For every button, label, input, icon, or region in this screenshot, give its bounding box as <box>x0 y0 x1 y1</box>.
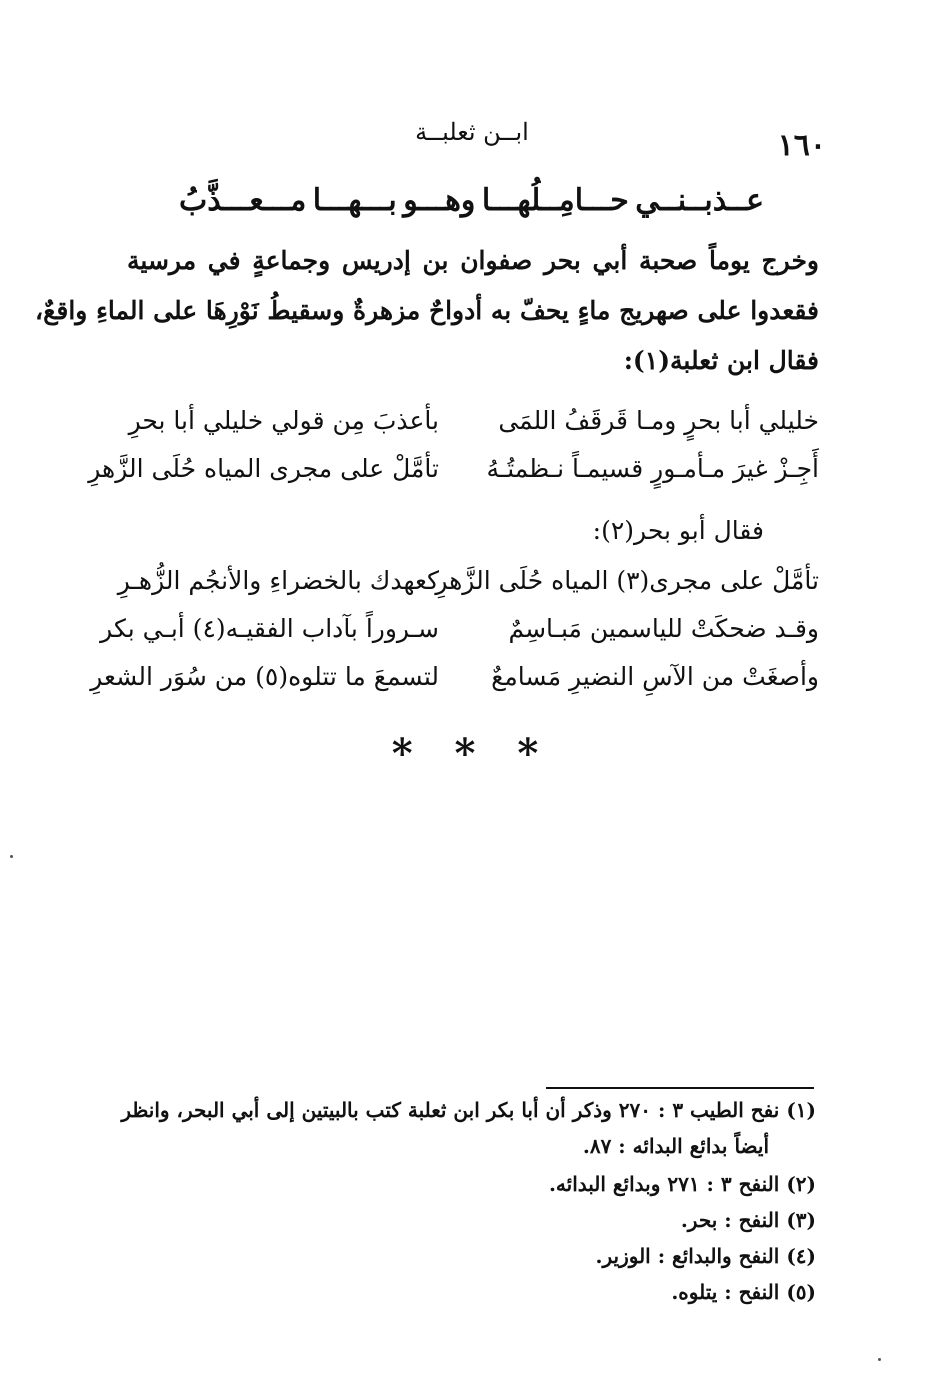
footnote-4 <box>596 1244 816 1268</box>
page-number: ١٦٠ <box>777 128 826 163</box>
verse-right-hemistich: أَجِـزْ غيرَ مـأمـورٍ قسيمـاً نـظمتُـهُ <box>486 454 819 483</box>
footnote-1-continued <box>583 1134 769 1158</box>
verse-left-hemistich: بأعذبَ مِن قولي خليلي أبا بحرِ <box>128 406 439 435</box>
verse-right-hemistich: وأصغَتْ من الآسِ النضيرِ مَسامعٌ <box>491 662 819 691</box>
footnote-3 <box>681 1208 816 1232</box>
hemistich-word: بـــهـــا <box>312 183 397 218</box>
footnote-5 <box>671 1280 816 1304</box>
footnote-text: النفح ٣ : ٢٧١ وبدائع البدائه. <box>548 1172 780 1196</box>
footnote-number: (١) <box>786 1098 816 1122</box>
footnote-number: (٢) <box>786 1172 816 1196</box>
verse-left-hemistich: كعهدك بالخضراءِ والأنجُم الزُّهـرِ <box>117 566 439 595</box>
hemistich-word: عــذبــنــي <box>635 183 764 218</box>
footnote-text: نفح الطيب ٣ : ٢٧٠ وذكر أن أبا بكر ابن ثعلبة كتب بالبيتين إلى أبي البحر، وانظر <box>121 1098 780 1122</box>
scan-speck <box>878 1358 881 1361</box>
footnote-text: النفح : بحر. <box>680 1208 780 1232</box>
footnote-text: النفح : يتلوه. <box>671 1280 780 1304</box>
footnote-text: أيضاً بدائع البدائه : ٨٧. <box>582 1134 769 1158</box>
prose-line: وخرج يوماً صحبة أبي بحر صفوان بن إدريس وجماعةٍ في مرسية <box>127 246 819 275</box>
verse-right-hemistich: خليلي أبا بحرٍ ومـا قَرقَفُ اللمَى <box>498 406 819 435</box>
footnote-number: (٣) <box>786 1208 816 1232</box>
hemistich-word: حـــامِــلُهـــا <box>481 183 629 218</box>
footnote-number: (٥) <box>786 1280 816 1304</box>
footnote-number: (٤) <box>786 1244 816 1268</box>
footnote-divider <box>546 1087 814 1089</box>
prose-line: فقال ابن ثعلبة(١): <box>623 346 819 375</box>
verse-left-hemistich: لتسمعَ ما تتلوه(٥) من سُوَر الشعرِ <box>90 662 439 691</box>
verse-left-hemistich: تأمَّلْ على مجرى المياه حُلَى الزَّهرِ <box>88 454 439 483</box>
hemistich-word: وهـــو <box>403 183 476 218</box>
footnote-text: النفح والبدائع : الوزير. <box>595 1244 780 1268</box>
footnote-1 <box>121 1098 816 1122</box>
verse-right-hemistich: تأمَّلْ على مجرى(٣) المياه حُلَى الزَّهرِ <box>435 566 819 595</box>
section-separator: * * * <box>391 730 553 777</box>
footnote-2 <box>549 1172 816 1196</box>
verse-right-hemistich: وقـد ضحكَتْ للياسمين مَبـاسِمٌ <box>508 614 819 643</box>
scan-speck <box>10 855 13 858</box>
carried-over-hemistich <box>179 183 764 218</box>
running-title: ابــن ثعلبــة <box>415 118 529 146</box>
verse-left-hemistich: سـروراً بآداب الفقيـه(٤) أبـي بكر <box>100 614 439 643</box>
hemistich-word: مـــعـــذَّبُ <box>179 183 307 218</box>
prose-line: فقعدوا على صهريج ماءٍ يحفّ به أدواحٌ مزهرةٌ وسقيطُ نَوْرِهَا على الماءِ واقعٌ، <box>35 296 819 325</box>
verse-intro: فقال أبو بحر(٢): <box>592 516 764 545</box>
